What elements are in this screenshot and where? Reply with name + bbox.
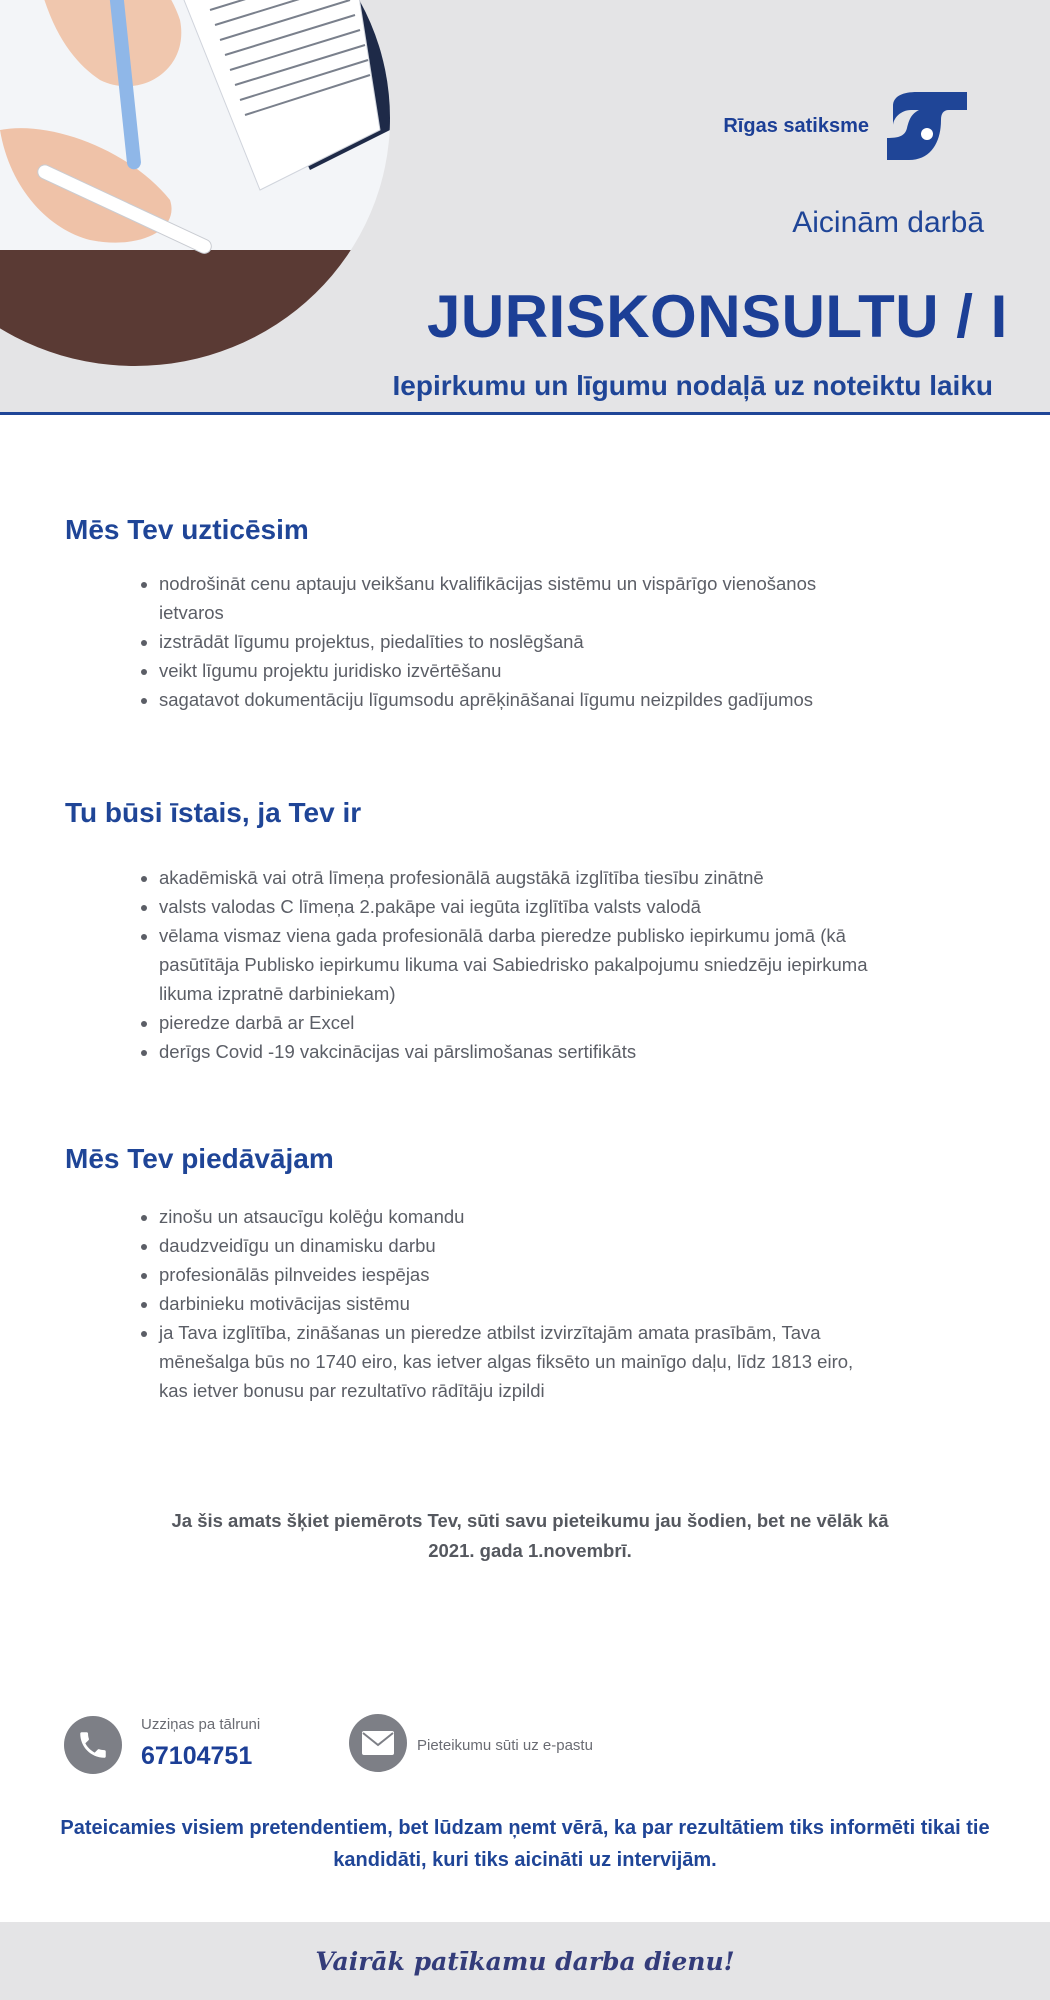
envelope-icon xyxy=(349,1714,407,1772)
footer-slogan: Vairāk patīkamu darba dienu! xyxy=(315,1946,735,1976)
brand xyxy=(723,92,967,160)
section-title-tasks: Mēs Tev uzticēsim xyxy=(65,514,309,545)
brand-name: Rīgas satiksme xyxy=(723,114,869,137)
thanks-text: Pateicamies visiem pretendentiem, bet lūdzam ņemt vērā, ka par rezultātiem tiks informēti tikai tie kandidāti, kuri tiks aicināti uz intervijām. xyxy=(60,1817,990,1871)
offer-list xyxy=(131,1202,879,1405)
list-item: • darbinieku motivācijas sistēmu xyxy=(159,1289,879,1318)
section-title-offer: Mēs Tev piedāvājam xyxy=(65,1143,334,1174)
list-item: • veikt līgumu projektu juridisko izvērtēšanu xyxy=(159,656,879,685)
list-item: • pieredze darbā ar Excel xyxy=(159,1008,879,1037)
tasks-list xyxy=(131,569,879,714)
invite-text: Aicinām darbā xyxy=(792,206,984,239)
list-item: • daudzveidīgu un dinamisku darbu xyxy=(159,1231,879,1260)
rigas-satiksme-logo xyxy=(887,92,967,160)
list-item: • sagatavot dokumentāciju līgumsodu aprēķināšanai līgumu neizpildes gadījumos xyxy=(159,685,879,714)
job-title: JURISKONSULTU / I xyxy=(427,283,1008,350)
list-item: • ja Tava izglītība, zināšanas un pieredze atbilst izvirzītajām amata prasībām, Tava mēnešalga būs no 1740 eiro, kas ietver algas fiksēto un mainīgo daļu, līdz 1813 eiro, kas ietver bonusu par rezultatīvo rādītāju izpildi xyxy=(159,1318,879,1405)
list-item: • vēlama vismaz viena gada profesionālā darba pieredze publisko iepirkumu jomā (kā pasūtītāja Publisko iepirkumu likuma vai Sabiedrisko pakalpojumu sniedzēju iepirkuma likuma izpratnē darbiniekam) xyxy=(159,921,879,1008)
phone-icon xyxy=(64,1716,122,1774)
job-subtitle: Iepirkumu un līgumu nodaļā uz noteiktu laiku xyxy=(392,370,993,401)
list-item: • akadēmiskā vai otrā līmeņa profesionālā augstākā izglītība tiesību zinātnē xyxy=(159,863,879,892)
phone-label: Uzziņas pa tālruni xyxy=(141,1716,261,1733)
list-item: • derīgs Covid -19 vakcinācijas vai pārslimošanas sertifikāts xyxy=(159,1037,879,1066)
list-item: • zinošu un atsaucīgu kolēģu komandu xyxy=(159,1202,879,1231)
list-item: • profesionālās pilnveides iespējas xyxy=(159,1260,879,1289)
list-item: • nodrošināt cenu aptauju veikšanu kvalifikācijas sistēmu un vispārīgo vienošanos ietvaros xyxy=(159,569,879,627)
list-item: • izstrādāt līgumu projektus, piedalīties to noslēgšanā xyxy=(159,627,879,656)
phone-number[interactable]: 67104751 xyxy=(141,1742,253,1770)
requirements-list xyxy=(131,863,879,1066)
email-label[interactable]: Pieteikumu sūti uz e-pastu xyxy=(417,1737,593,1754)
list-item: • valsts valodas C līmeņa 2.pakāpe vai iegūta izglītība valsts valodā xyxy=(159,892,879,921)
footer xyxy=(0,1922,1050,2000)
section-title-requirements: Tu būsi īstais, ja Tev ir xyxy=(65,797,362,828)
apply-deadline-text: Ja šis amats šķiet piemērots Tev, sūti savu pieteikumu jau šodien, bet ne vēlāk kā 2021. gada 1.novembrī. xyxy=(171,1510,889,1561)
header-divider xyxy=(0,412,1050,415)
